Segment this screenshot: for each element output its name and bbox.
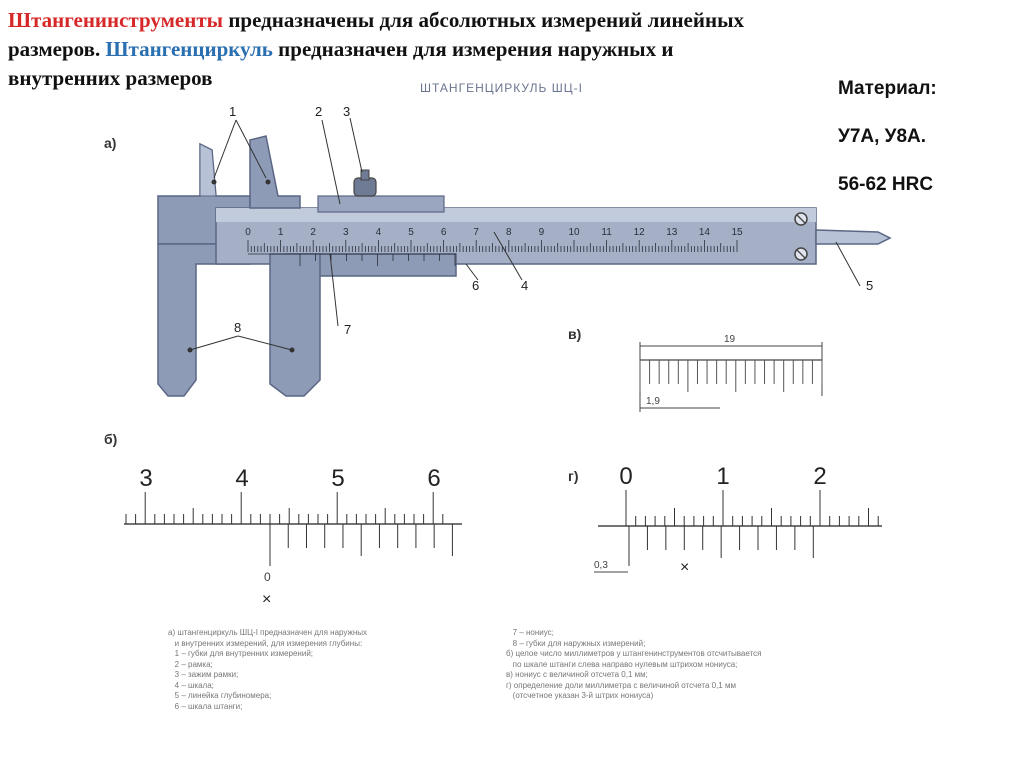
main-scale-number: 13 bbox=[666, 227, 678, 238]
material-hardness: 56-62 HRC bbox=[838, 174, 934, 195]
note-line: (отсчетное указан 3-й штрих нониуса) bbox=[506, 691, 654, 700]
outer-jaw-movable bbox=[270, 254, 320, 396]
inner-jaw-fixed bbox=[200, 144, 216, 196]
notes-right bbox=[506, 628, 761, 702]
header-line-1-text: предназначены для абсолютных измерений линейных bbox=[223, 8, 744, 32]
term-shtangencirkul: Штангенциркуль bbox=[105, 37, 273, 61]
material-label: Материал: bbox=[838, 78, 937, 99]
term-shtangeninstrumenty: Штангенинструменты bbox=[8, 8, 224, 32]
main-scale-number: 3 bbox=[343, 227, 349, 238]
vernier-scale-v bbox=[640, 334, 822, 412]
scale-b-zero-label: 0 bbox=[264, 570, 271, 584]
scale-b-number: 6 bbox=[427, 465, 441, 492]
note-line: 7 – нониус; bbox=[506, 628, 554, 637]
main-scale-number: 9 bbox=[538, 227, 545, 238]
note-line: в) нониус с величиной отсчета 0,1 мм; bbox=[506, 670, 648, 679]
scale-g-number: 0 bbox=[619, 463, 633, 490]
scale-g-offset: 0,3 bbox=[594, 560, 608, 571]
scale-b-number: 3 bbox=[139, 465, 153, 492]
callout-2: 2 bbox=[315, 104, 323, 119]
beam-highlight bbox=[216, 208, 816, 222]
panel-label-b: б) bbox=[104, 431, 118, 447]
note-line: 5 – линейка глубиномера; bbox=[168, 691, 272, 700]
header-line-2-start: размеров. bbox=[8, 37, 106, 61]
caliper-drawing bbox=[158, 136, 890, 396]
note-line: б) целое число миллиметров у штангенинструментов отсчитывается bbox=[506, 649, 762, 658]
main-scale-number: 15 bbox=[731, 227, 743, 238]
material-steel: У7А, У8А. bbox=[838, 126, 927, 147]
depth-rod bbox=[816, 230, 890, 244]
callout-5: 5 bbox=[866, 278, 874, 293]
callout-3: 3 bbox=[343, 104, 351, 119]
note-line: а) штангенциркуль ШЦ-I предназначен для наружных bbox=[168, 628, 367, 637]
main-scale-number: 0 bbox=[245, 227, 251, 238]
scale-g-cross: × bbox=[680, 559, 690, 576]
main-scale-number: 10 bbox=[568, 227, 580, 238]
note-line: г) определение доли миллиметра с величиной отсчета 0,1 мм bbox=[506, 680, 736, 690]
note-line: 2 – рамка; bbox=[168, 659, 213, 669]
main-scale-number: 6 bbox=[440, 227, 447, 238]
note-line: 4 – шкала; bbox=[168, 680, 214, 690]
panel-label-v: в) bbox=[568, 326, 582, 342]
note-line: по шкале штанги слева направо нулевым штрихом нониуса; bbox=[506, 659, 738, 669]
note-line: 8 – губки для наружных измерений; bbox=[506, 638, 646, 648]
header-line-2-text: предназначен для измерения наружных и bbox=[272, 37, 674, 61]
scale-b-number: 5 bbox=[331, 465, 345, 492]
callout-6: 6 bbox=[472, 278, 480, 293]
panel-label-g: г) bbox=[568, 468, 579, 484]
main-scale-number: 14 bbox=[698, 227, 710, 238]
panel-label-a: а) bbox=[104, 135, 117, 151]
note-line: 1 – губки для внутренних измерений; bbox=[168, 649, 314, 658]
main-scale-number: 5 bbox=[408, 227, 414, 238]
main-scale-number: 7 bbox=[473, 227, 479, 238]
main-scale-number: 4 bbox=[375, 227, 382, 238]
header-line-3: внутренних размеров bbox=[8, 66, 213, 90]
callout-7: 7 bbox=[344, 322, 352, 337]
note-line: 3 – зажим рамки; bbox=[168, 670, 239, 679]
diagram-title: ШТАНГЕНЦИРКУЛЬ ШЦ-I bbox=[420, 81, 583, 95]
callout-8: 8 bbox=[234, 320, 242, 335]
main-scale-number: 11 bbox=[601, 227, 612, 238]
main-scale-number: 1 bbox=[277, 227, 284, 238]
frame-top bbox=[318, 196, 444, 212]
notes-left bbox=[168, 628, 367, 712]
main-scale-number: 12 bbox=[633, 227, 645, 238]
scale-v-total: 19 bbox=[724, 334, 736, 345]
inner-jaw-movable bbox=[250, 136, 300, 208]
scale-g-number: 2 bbox=[813, 463, 827, 490]
scale-b-cross: × bbox=[262, 591, 272, 608]
vernier-scale-g bbox=[594, 463, 882, 576]
scale-g-number: 1 bbox=[716, 463, 730, 490]
main-scale-number: 2 bbox=[310, 227, 316, 238]
callout-4: 4 bbox=[521, 278, 529, 293]
note-line: 6 – шкала штанги; bbox=[168, 701, 243, 711]
scale-b-number: 4 bbox=[235, 465, 249, 492]
vernier-scale-b bbox=[124, 465, 462, 608]
note-line: и внутренних измерений, для измерения глубины: bbox=[168, 638, 363, 648]
callout-1: 1 bbox=[229, 104, 237, 119]
clamp-screw bbox=[354, 178, 376, 196]
scale-v-step: 1,9 bbox=[646, 396, 660, 407]
main-scale-number: 8 bbox=[506, 227, 512, 238]
